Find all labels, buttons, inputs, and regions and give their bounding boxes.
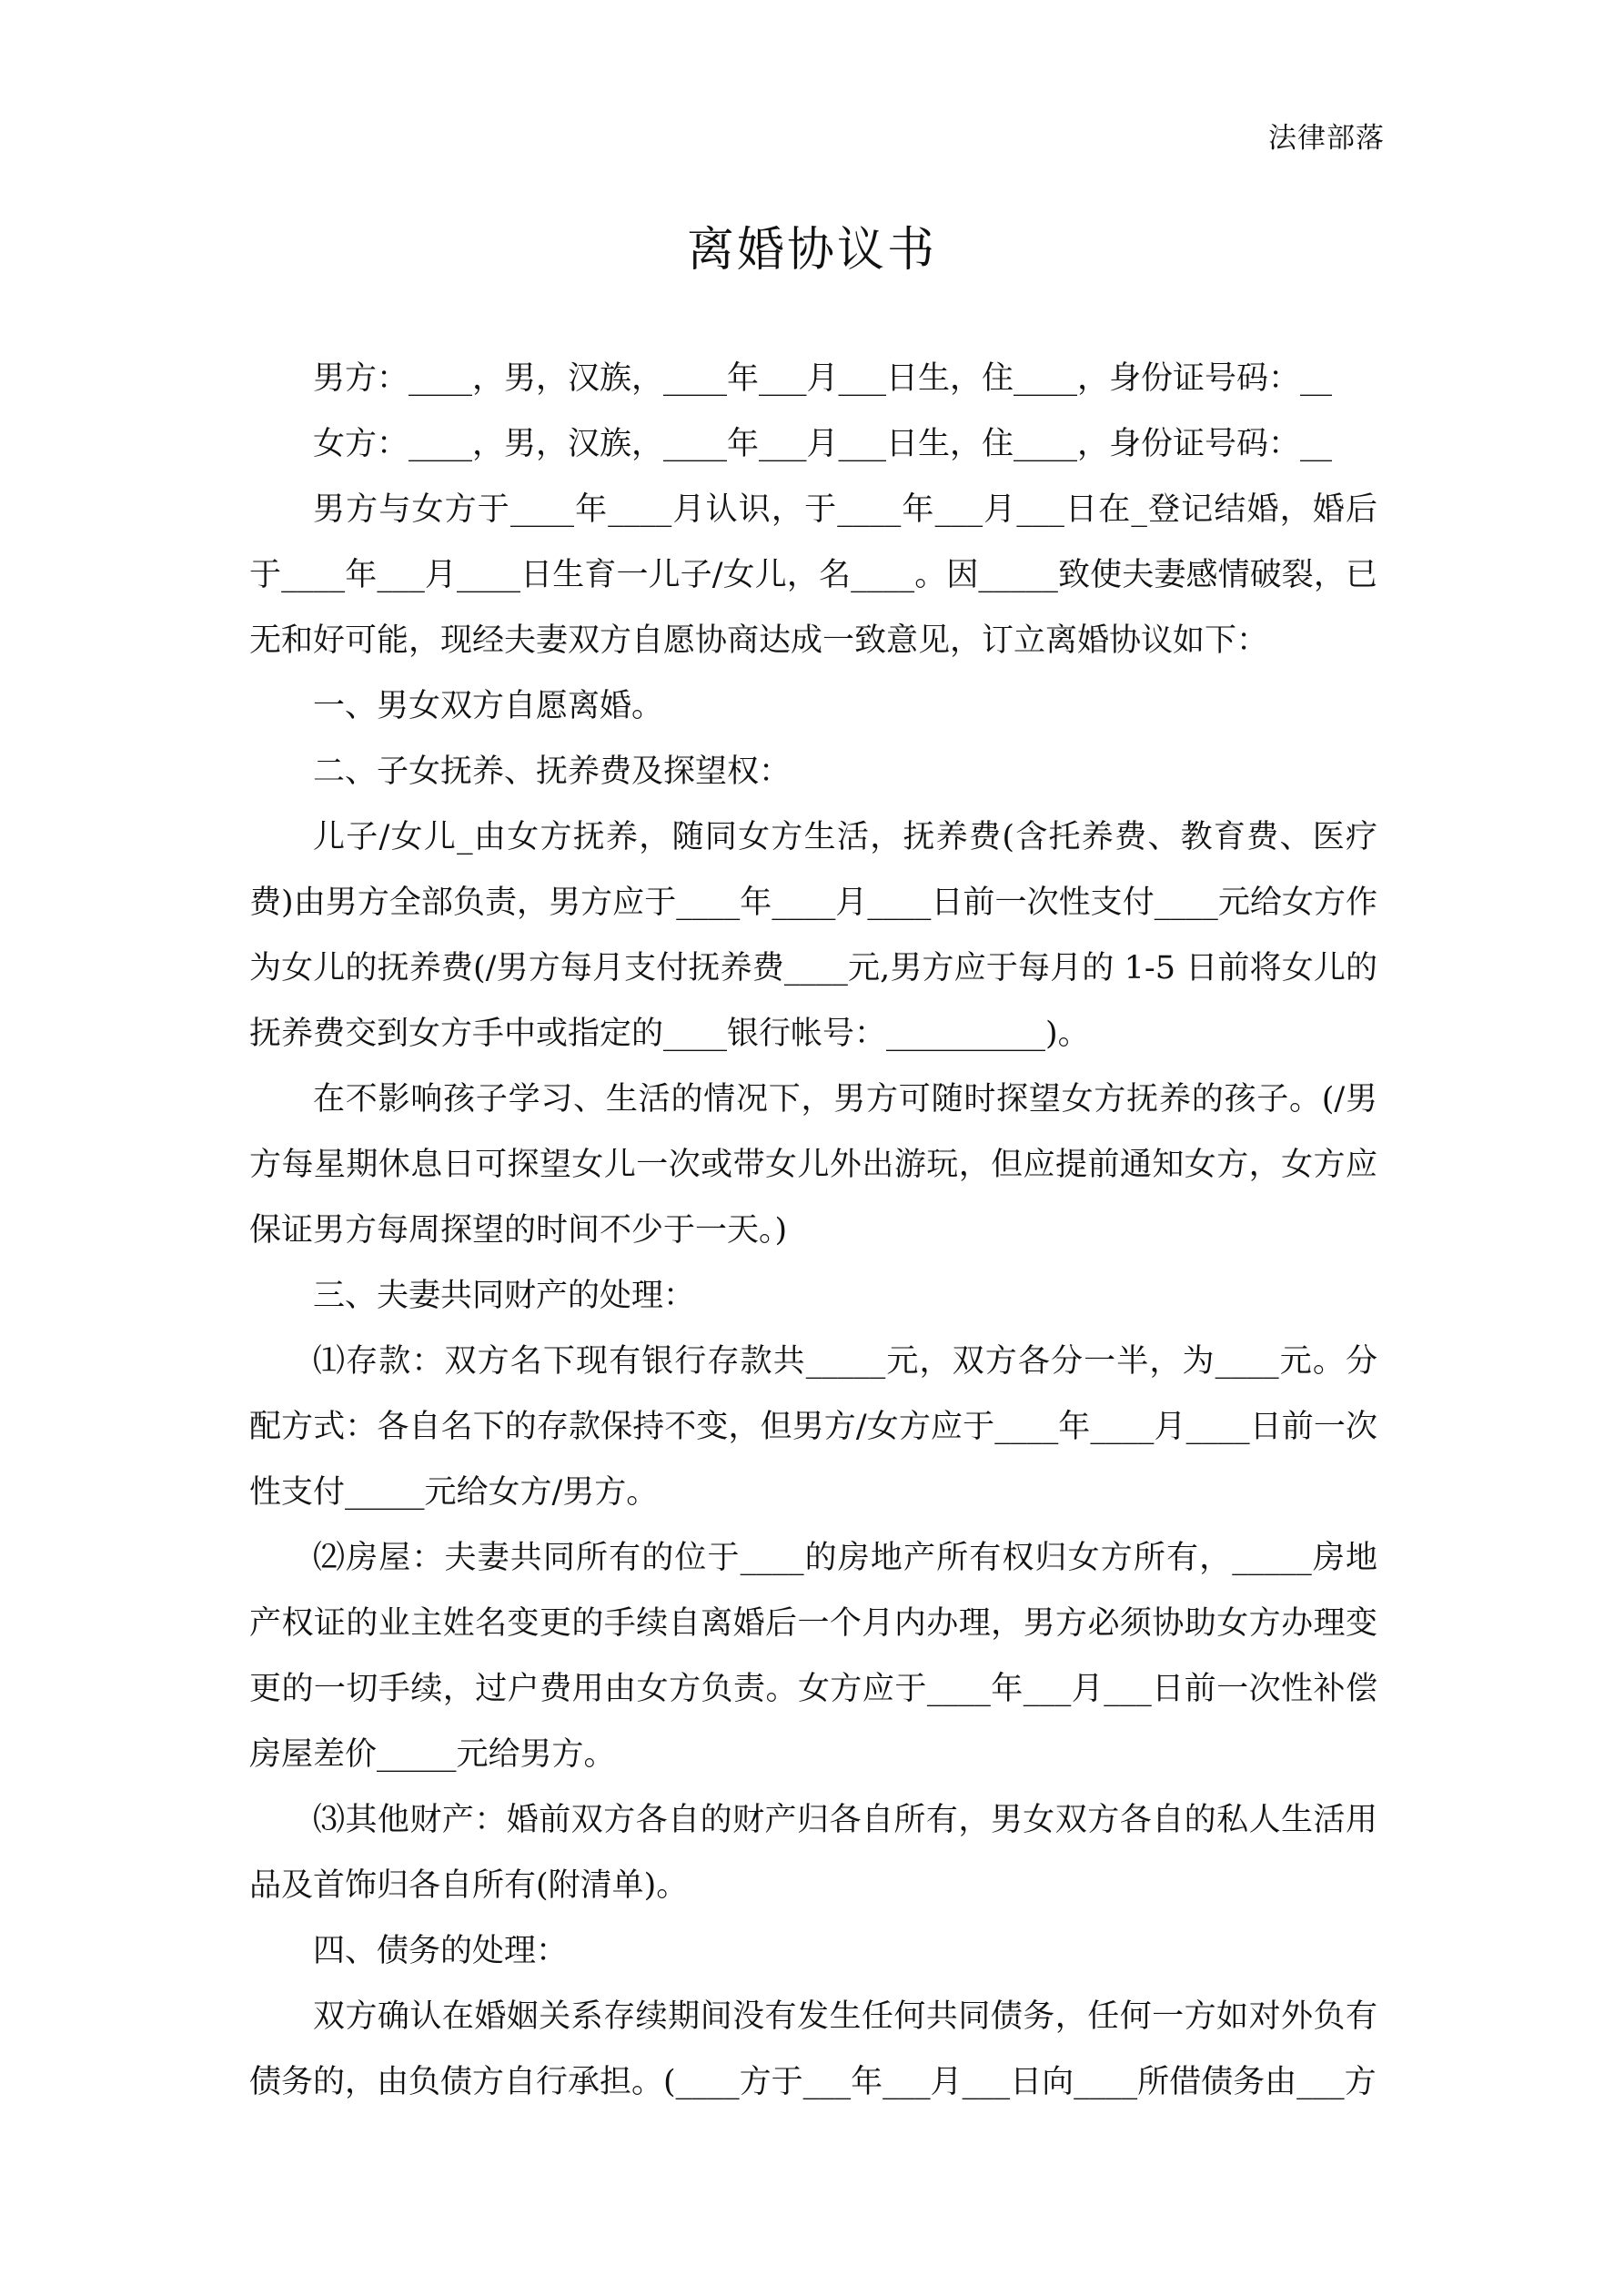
clause-heading-divorce: 一、男女双方自愿离婚。 xyxy=(313,688,664,724)
paragraph-visitation: 在不影响孩子学习、生活的情况下，男方可随时探望女方抚养的孩子。(/男方每星期休息日可探望女儿一次或带女儿外出游玩，但应提前通知女方，女方应保证男方每周探望的时间不少于一天。) xyxy=(249,1081,1377,1249)
clause-heading-property: 三、夫妻共同财产的处理： xyxy=(313,1278,696,1314)
paragraph-savings: ⑴存款：双方名下现有银行存款共_____元，双方各分一半，为____元。分配方式：各自名下的存款保持不变，但男方/女方应于____年____月____日前一次性支付_____元给女方/男方。 xyxy=(249,1343,1377,1511)
document-body xyxy=(249,346,1377,2115)
paragraph-debts: 双方确认在婚姻关系存续期间没有发生任何共同债务，任何一方如对外负有债务的，由负债方自行承担。(____方于___年___月___日向____所借债务由___方 xyxy=(249,1998,1377,2100)
document-title: 离婚协议书 xyxy=(686,223,937,278)
paragraph-male-party: 男方：____，男，汉族，____年___月___日生，住____，身份证号码：__ xyxy=(313,360,1333,397)
paragraph-house: ⑵房屋：夫妻共同所有的位于____的房地产所有权归女方所有，_____房地产权证的业主姓名变更的手续自离婚后一个月内办理，男方必须协助女方办理变更的一切手续，过户费用由女方负责。女方应于____年___月___日前一次性补偿房屋差价_____元给男方。 xyxy=(249,1540,1377,1773)
paragraph-marriage-background: 男方与女方于____年____月认识，于____年___月___日在_登记结婚，婚后于____年___月____日生育一儿子/女儿，名____。因_____致使夫妻感情破裂，已无和好可能，现经夫妻双方自愿协商达成一致意见，订立离婚协议如下： xyxy=(249,491,1377,659)
clause-heading-debts: 四、债务的处理： xyxy=(313,1933,569,1969)
paragraph-child-support: 儿子/女儿_由女方抚养，随同女方生活，抚养费(含托养费、教育费、医疗费)由男方全部负责，男方应于____年____月____日前一次性支付____元给女方作为女儿的抚养费(/男方每月支付抚养费____元,男方应于每月的 1-5 日前将女儿的抚养费交到女方手中或指定的____银行帐号：__________)。 xyxy=(249,819,1377,1052)
paragraph-female-party: 女方：____，男，汉族，____年___月___日生，住____，身份证号码：__ xyxy=(313,426,1333,462)
paragraph-other-property: ⑶其他财产：婚前双方各自的财产归各自所有，男女双方各自的私人生活用品及首饰归各自所有(附清单)。 xyxy=(249,1802,1377,1904)
clause-heading-custody: 二、子女抚养、抚养费及探望权： xyxy=(313,754,792,790)
header-brand: 法律部落 xyxy=(1268,122,1385,155)
